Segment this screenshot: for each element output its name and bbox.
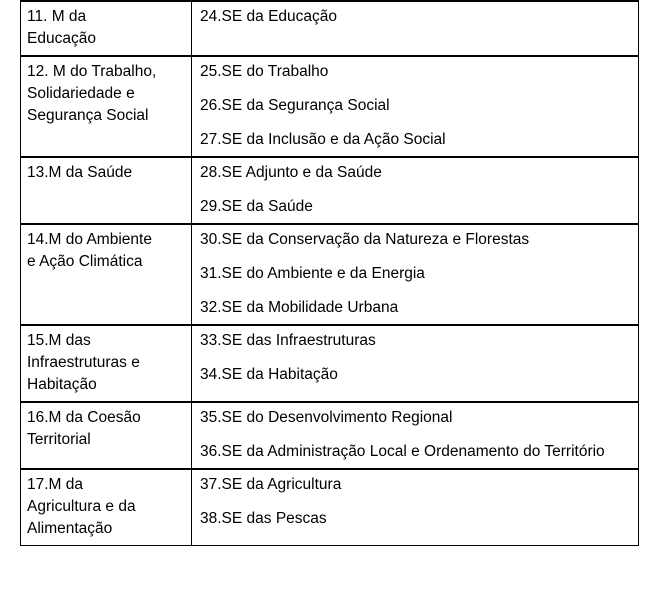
secretary-item: 24.SE da Educação <box>200 8 338 25</box>
secretary-item: 37.SE da Agricultura <box>200 476 342 493</box>
secretary-item: 30.SE da Conservação da Natureza e Florestas <box>200 231 530 248</box>
secretary-item: 34.SE da Habitação <box>200 366 338 383</box>
ministry-cell <box>21 56 192 157</box>
ministry-cell <box>21 402 192 469</box>
ministry-cell <box>21 469 192 546</box>
secretaries-cell <box>192 1 639 56</box>
ministry-cell <box>21 1 192 56</box>
secretaries-cell <box>192 402 639 469</box>
ministry-name: 12. M do Trabalho, Solidariedade e Segurança Social <box>27 63 157 124</box>
ministries-table <box>20 0 639 546</box>
table-row <box>21 56 639 157</box>
secretary-item: 32.SE da Mobilidade Urbana <box>200 299 399 316</box>
table-row <box>21 469 639 546</box>
secretary-item: 28.SE Adjunto e da Saúde <box>200 164 382 181</box>
secretary-item: 25.SE do Trabalho <box>200 63 329 80</box>
table-row <box>21 157 639 224</box>
table-row <box>21 224 639 325</box>
secretaries-cell <box>192 224 639 325</box>
table-row <box>21 402 639 469</box>
ministry-cell <box>21 325 192 402</box>
ministry-name: 14.M do Ambiente e Ação Climática <box>27 231 152 270</box>
ministry-name: 15.M das Infraestruturas e Habitação <box>27 332 140 393</box>
secretary-item: 38.SE das Pescas <box>200 510 327 527</box>
ministry-cell <box>21 157 192 224</box>
ministry-name: 11. M da Educação <box>27 8 96 47</box>
secretary-item: 27.SE da Inclusão e da Ação Social <box>200 131 446 148</box>
ministry-name: 13.M da Saúde <box>27 164 133 181</box>
secretary-item: 29.SE da Saúde <box>200 198 313 215</box>
secretaries-cell <box>192 325 639 402</box>
secretaries-cell <box>192 469 639 546</box>
secretary-item: 33.SE das Infraestruturas <box>200 332 376 349</box>
ministry-cell <box>21 224 192 325</box>
secretary-item: 26.SE da Segurança Social <box>200 97 390 114</box>
secretaries-cell <box>192 56 639 157</box>
secretary-item: 31.SE do Ambiente e da Energia <box>200 265 425 282</box>
ministry-name: 16.M da Coesão Territorial <box>27 409 141 448</box>
secretaries-cell <box>192 157 639 224</box>
ministry-name: 17.M da Agricultura e da Alimentação <box>27 476 136 537</box>
secretary-item: 36.SE da Administração Local e Ordenamento do Território <box>200 443 605 460</box>
secretary-item: 35.SE do Desenvolvimento Regional <box>200 409 453 426</box>
table-row <box>21 325 639 402</box>
table-row <box>21 1 639 56</box>
